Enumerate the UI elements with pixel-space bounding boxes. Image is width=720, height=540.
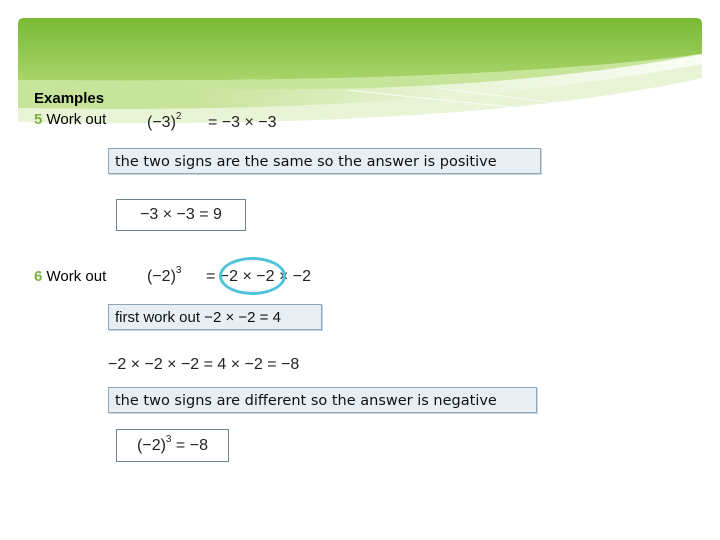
example-6-number: 6 [34, 268, 43, 285]
example-6-note-first: first work out −2 × −2 = 4 [108, 304, 322, 330]
highlight-circle [219, 257, 286, 295]
example-6-answer-base: (−2) [137, 437, 166, 454]
example-6-expansion: = −2 × −2 × −2 [206, 268, 311, 285]
example-6-base: (−2) [147, 268, 176, 285]
example-6-working: −2 × −2 × −2 = 4 × −2 = −8 [108, 356, 300, 373]
example-6-expression [147, 265, 182, 286]
example-6-answer-box [116, 429, 229, 462]
example-6-exponent: 3 [175, 265, 182, 276]
example-5-instruction: Work out [46, 111, 107, 128]
example-5-expression [147, 111, 182, 132]
example-5-number: 5 [34, 111, 43, 128]
example-5-exponent: 2 [175, 111, 182, 122]
example-6-answer-result: = −8 [171, 437, 208, 454]
header-banner [18, 18, 702, 128]
example-6-label [34, 268, 106, 285]
example-6-answer-exponent: 3 [165, 434, 172, 445]
examples-heading: Examples [34, 90, 105, 107]
example-5-base: (−3) [147, 114, 176, 131]
example-5-expansion: = −3 × −3 [208, 114, 277, 131]
example-5-label [34, 111, 106, 128]
example-6-note-second: the two signs are different so the answer is negative [108, 387, 537, 413]
example-6-instruction: Work out [46, 268, 107, 285]
example-5-note: the two signs are the same so the answer is positive [108, 148, 541, 174]
example-5-answer-box: −3 × −3 = 9 [116, 199, 246, 231]
